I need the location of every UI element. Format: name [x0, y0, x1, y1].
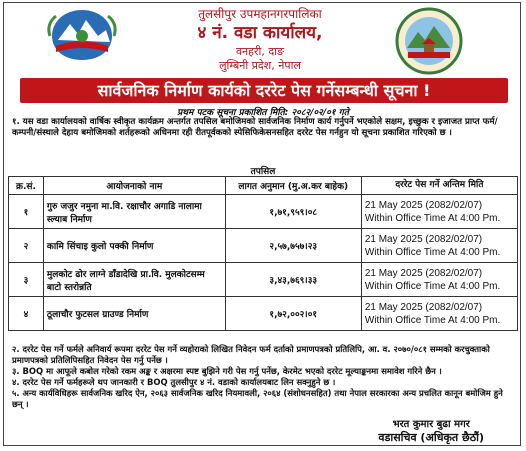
- row-serial: २: [9, 229, 44, 263]
- col-deadline: दररेट पेस गर्ने अन्तिम मिति: [361, 177, 517, 195]
- deadline-date: 21 May 2025 (2082/02/07): [364, 267, 483, 279]
- row-cost: १,७१,९५९।०८: [225, 195, 361, 229]
- intro-paragraph: १. यस वडा कार्यालयको वार्षिक स्वीकृत कार्यक्रम अन्तर्गत तपसिल बमोजिमको सार्वजनिक निर्माण कार्य गर्नुपर्ने भएकोले सक्षम, इच्छुक र इजाजत प्राप्त फर्म/कम्पनी/संस्थाले देहाय बमोजिमको शर्तहरूको अधिनमा रही रीतपूर्वकको स्पेसिफिकेसनसहित दररेट पेस गर्नहुन यो सूचना प्रकाशित गरिएको छ ।: [12, 117, 498, 138]
- signature-block: [378, 418, 484, 444]
- condition-item: ३. BOQ मा आफूले कबोल गरेको रकम अङ्क र अक्षरमा स्पष्ट बुझिने गरी पेस गर्नु पर्नेछ, केरमेट भएको दररेट मूल्याङ्कनमा समावेश गरिने छैन ।: [12, 366, 442, 376]
- deadline-date: 21 May 2025 (2082/02/07): [364, 233, 483, 245]
- deadline-time: Within Office Time At 4:00 Pm.: [364, 280, 501, 292]
- project-table: [8, 176, 518, 331]
- row-project-name: कामि सिंचाइ कुलो पक्की निर्माण: [43, 229, 225, 263]
- row-cost: २,५७,७५७।२३: [225, 229, 361, 263]
- table-row: [9, 195, 518, 229]
- row-cost: ३,४३,७६९।३३: [225, 263, 361, 297]
- table-row: [9, 297, 518, 331]
- col-project-name: आयोजनाको नाम: [43, 177, 225, 195]
- office-location: वनहरी, दाङ: [235, 45, 285, 58]
- conditions-list: [12, 344, 512, 410]
- municipality-seal-icon: [392, 6, 466, 76]
- office-name: ४ नं. वडा कार्यालय,: [197, 23, 323, 43]
- row-serial: ४: [9, 297, 44, 331]
- deadline-time: Within Office Time At 4:00 Pm.: [364, 212, 501, 224]
- deadline-time: Within Office Time At 4:00 Pm.: [364, 246, 501, 258]
- col-serial: क्र.सं.: [9, 177, 44, 195]
- row-deadline: [361, 229, 517, 263]
- province-country: लुम्बिनी प्रदेश, नेपाल: [219, 59, 301, 72]
- deadline-date: 21 May 2025 (2082/02/07): [364, 301, 483, 313]
- notice-title-banner: सार्वजनिक निर्माण कार्यको दररेट पेस गर्नेसम्बन्धी सूचना !: [20, 78, 508, 103]
- table-header-row: [9, 177, 518, 195]
- row-project-name: ठूलाचौर फुटसल ग्राउण्ड निर्माण: [43, 297, 225, 331]
- table-row: [9, 229, 518, 263]
- row-deadline: [361, 297, 517, 331]
- condition-item: २. दररेट पेस गर्ने फर्मले अनिवार्य रूपमा दररेट पेस गर्ने व्यहोराको लिखित निवेदन फर्म दर्ताको प्रमाणपत्रको प्रतिलिपि, आ. व. २०७०/०८१ सम्मको करचुक्ताको प्रमाणपत्रको प्रतिलिपिसहित निवेदन पेस गर्नु पर्नेछ ।: [12, 344, 490, 365]
- condition-item: ५. अन्य कार्यविधिहरू सार्वजनिक खरिद ऐन, २०६३ सार्वजनिक खरिद नियमावली, २०६४ (संशोधनसहित) तथा नेपाल सरकारका अन्य प्रचलित कानून बमोजिम हुने छन् ।: [12, 388, 503, 409]
- municipality-name: तुलसीपुर उपमहानगरपालिका: [198, 7, 322, 21]
- row-project-name: मुलकोट ढोर लाग्ने डाँडादेखि प्रा.वि. मुलकोटसम्म बाटो स्तरोन्नति: [43, 263, 225, 297]
- condition-item: ४. दररेट पेस गर्ने फर्महरूले थप जानकारी र BOQ तुलसीपुर ४ नं. वडाको कार्यालयबाट लिन सक्नुहुने छ ।: [12, 377, 336, 387]
- signatory-title: वडासचिव (अधिकृत छैठौं): [378, 431, 484, 444]
- deadline-date: 21 May 2025 (2082/02/07): [364, 199, 483, 211]
- table-caption: तपसिल: [250, 167, 276, 177]
- table-row: [9, 263, 518, 297]
- row-project-name: गुरु जजुर नमुना मा.वि. रक्षाचौर अगाडि नालामा स्ल्याब निर्माण: [43, 195, 225, 229]
- signatory-name: भरत कुमार बुढा मगर: [392, 419, 470, 430]
- row-cost: १,७२,००२।०१: [225, 297, 361, 331]
- nepal-emblem-icon: [44, 6, 120, 64]
- col-cost-estimate: लागत अनुमान (मु.अ.कर बाहेक): [225, 177, 361, 195]
- row-deadline: [361, 195, 517, 229]
- row-serial: १: [9, 195, 44, 229]
- row-serial: ३: [9, 263, 44, 297]
- row-deadline: [361, 263, 517, 297]
- publication-date-line: प्रथम पटक सूचना प्रकाशित मिति: २०८२/०२/०१ गते: [177, 108, 349, 118]
- deadline-time: Within Office Time At 4:00 Pm.: [364, 314, 501, 326]
